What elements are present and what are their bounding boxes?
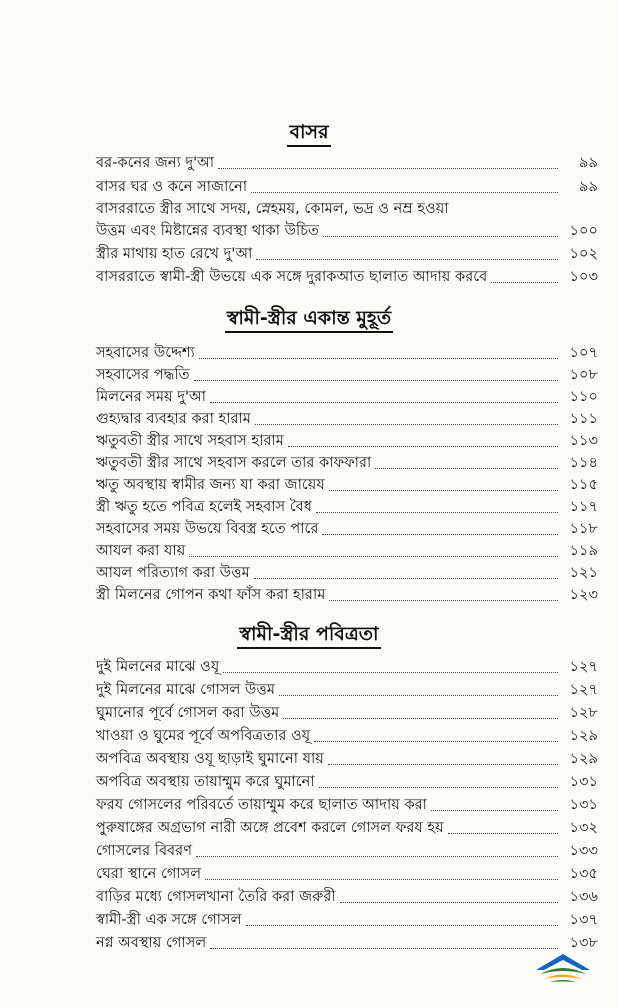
toc-entry[interactable]	[96, 386, 598, 408]
entry-page: ১৩৫	[569, 865, 598, 882]
toc-entry[interactable]	[96, 518, 598, 540]
entry-page: ১১৮	[569, 520, 598, 537]
entry-page: ১৩২	[569, 819, 598, 836]
leader-dots	[283, 718, 558, 719]
entry-label: স্ত্রী ঋতু হতে পবিত্র হলেই সহবাস বৈধ	[96, 498, 312, 515]
toc-entry[interactable]	[96, 152, 598, 174]
toc-entry[interactable]	[96, 886, 598, 908]
leader-dots	[328, 764, 558, 765]
entry-page: ১০৮	[569, 366, 598, 383]
entry-label: স্ত্রী মিলনের গোপন কথা ফাঁস করা হারাম	[96, 586, 326, 603]
leader-dots	[205, 879, 558, 880]
entry-label: আযল পরিত্যাগ করা উত্তম	[96, 564, 250, 581]
entry-label: বাসররাতে স্ত্রীর সাথে সদয়, স্নেহময়, কোমল, ভদ্র ও নম্র হওয়া	[96, 200, 449, 217]
entry-label: ঋতুবতী স্ত্রীর সাথে সহবাস করলে তার কাফফারা	[96, 454, 372, 471]
leader-dots	[210, 948, 558, 949]
toc-entry[interactable]	[96, 364, 598, 386]
leader-dots	[329, 490, 558, 491]
toc-entry[interactable]	[96, 656, 598, 678]
toc-entry[interactable]	[96, 562, 598, 584]
leader-dots	[189, 556, 558, 557]
leader-dots	[491, 282, 558, 283]
leader-dots	[316, 512, 558, 513]
entry-page: ১১৪	[569, 454, 598, 471]
entry-page: ১২৯	[569, 750, 598, 767]
toc-entry[interactable]	[96, 243, 598, 265]
leader-dots	[288, 446, 558, 447]
toc-entry[interactable]	[96, 702, 598, 724]
leader-dots	[323, 236, 558, 237]
entry-page: ১৩৬	[569, 888, 598, 905]
entry-page: ১১১	[569, 410, 598, 427]
toc-entry[interactable]	[96, 584, 598, 606]
entry-label: ঋতু অবস্থায় স্বামীর জন্য যা করা জায়েয	[96, 476, 325, 493]
leader-dots	[375, 468, 558, 469]
entry-label: বর-কনের জন্য দু'আ	[96, 154, 215, 171]
entry-label: গোসলের বিবরণ	[96, 842, 193, 859]
toc-entry[interactable]	[96, 817, 598, 839]
leader-dots	[340, 902, 558, 903]
toc-entry[interactable]	[96, 496, 598, 518]
leader-dots	[254, 578, 558, 579]
leader-dots	[223, 672, 558, 673]
entry-page: ১১৩	[569, 432, 598, 449]
entry-label: খাওয়া ও ঘুমের পূর্বে অপবিত্রতার ওযূ	[96, 727, 311, 744]
entry-label: মিলনের সময় দু'আ	[96, 388, 207, 405]
entry-page: ১০২	[569, 245, 598, 262]
entry-label: গুহ্যদ্বার ব্যবহার করা হারাম	[96, 410, 251, 427]
section-title-purity	[0, 620, 618, 652]
leader-dots	[279, 695, 558, 696]
toc-entry[interactable]	[96, 266, 598, 288]
entry-label: পুরুষাঙ্গের অগ্রভাগ নারী অঙ্গে প্রবেশ করলে গোসল ফরয হয়	[96, 819, 444, 836]
toc-entry[interactable]	[96, 840, 598, 862]
entry-label: বাসর ঘর ও কনে সাজানো	[96, 178, 248, 195]
entry-label: অপবিত্র অবস্থায় তায়াম্মুম করে ঘুমানো	[96, 773, 315, 790]
entry-page: ১১৭	[569, 498, 598, 515]
toc-entry[interactable]	[96, 220, 598, 242]
entry-page: ১৩১	[569, 773, 598, 790]
section-title-text: বাসর	[287, 121, 330, 147]
entry-page: ১১৯	[569, 542, 598, 559]
entry-page: ১৩৮	[569, 934, 598, 951]
section-title-basor	[0, 118, 618, 150]
entry-label: অপবিত্র অবস্থায় ওযূ ছাড়াই ঘুমানো যায়	[96, 750, 324, 767]
entry-page: ৯৯	[579, 178, 598, 195]
toc-entry[interactable]	[96, 540, 598, 562]
leader-dots	[322, 534, 558, 535]
leader-dots	[251, 192, 558, 193]
entry-page: ১০০	[569, 222, 598, 239]
publisher-logo-icon	[530, 948, 596, 988]
toc-entry[interactable]	[96, 679, 598, 701]
toc-entry[interactable]	[96, 474, 598, 496]
toc-entry[interactable]	[96, 932, 598, 954]
leader-dots	[314, 741, 558, 742]
entry-label: ফরয গোসলের পরিবর্তে তায়াম্মুম করে ছালাত আদায় করা	[96, 796, 427, 813]
toc-entry[interactable]	[96, 408, 598, 430]
entry-page: ১২৭	[569, 681, 598, 698]
toc-entry[interactable]	[96, 794, 598, 816]
entry-label: বাড়ির মধ্যে গোসলখানা তৈরি করা জরুরী	[96, 888, 336, 905]
entry-label: স্ত্রীর মাথায় হাত রেখে দু'আ	[96, 245, 253, 262]
toc-entry[interactable]	[96, 430, 598, 452]
entry-label: দুই মিলনের মাঝে গোসল উত্তম	[96, 681, 275, 698]
entry-page: ১২৮	[569, 704, 598, 721]
entry-page: ১২৩	[569, 586, 598, 603]
toc-entry[interactable]	[96, 748, 598, 770]
toc-entry[interactable]	[96, 176, 598, 198]
entry-page: ১২৭	[569, 658, 598, 675]
entry-label: উত্তম এবং মিষ্টান্নের ব্যবস্থা থাকা উচিত	[96, 222, 319, 239]
toc-entry[interactable]	[96, 452, 598, 474]
toc-entry-line1[interactable]	[96, 198, 598, 220]
leader-dots	[210, 402, 558, 403]
entry-page: ১১০	[569, 388, 598, 405]
toc-entry[interactable]	[96, 909, 598, 931]
leader-dots	[194, 380, 558, 381]
leader-dots	[431, 810, 558, 811]
section-title-text: স্বামী-স্ত্রীর পবিত্রতা	[237, 623, 380, 649]
leader-dots	[448, 833, 558, 834]
entry-label: সহবাসের উদ্দেশ্য	[96, 344, 195, 361]
entry-label: সহবাসের সময় উভয়ে বিবস্ত্র হতে পারে	[96, 520, 319, 537]
entry-page: ১৩৭	[569, 911, 598, 928]
entry-label: আযল করা যায়	[96, 542, 186, 559]
entry-label: সহবাসের পদ্ধতি	[96, 366, 190, 383]
toc-entry[interactable]	[96, 863, 598, 885]
entry-label: দুই মিলনের মাঝে ওযূ	[96, 658, 220, 675]
entry-label: স্বামী-স্ত্রী এক সঙ্গে গোসল	[96, 911, 242, 928]
entry-page: ১২৯	[569, 727, 598, 744]
entry-label: ঋতুবতী স্ত্রীর সাথে সহবাস হারাম	[96, 432, 284, 449]
entry-page: ১০৩	[569, 268, 598, 285]
entry-page: ১১৫	[569, 476, 598, 493]
toc-entry[interactable]	[96, 725, 598, 747]
leader-dots	[196, 856, 558, 857]
entry-label: ঘুমানোর পূর্বে গোসল করা উত্তম	[96, 704, 280, 721]
leader-dots	[199, 358, 558, 359]
entry-label: বাসররাতে স্বামী-স্ত্রী উভয়ে এক সঙ্গে দুরাকআত ছালাত আদায় করবে	[96, 268, 488, 285]
leader-dots	[218, 168, 558, 169]
entry-page: ১২১	[569, 564, 598, 581]
section-title-intimacy	[0, 304, 618, 336]
entry-label: ঘেরা স্থানে গোসল	[96, 865, 202, 882]
leader-dots	[319, 787, 558, 788]
leader-dots	[246, 925, 558, 926]
leader-dots	[255, 424, 558, 425]
entry-page: ১৩৩	[569, 842, 598, 859]
section-title-text: স্বামী-স্ত্রীর একান্ত মুহূর্ত	[225, 307, 393, 333]
entry-page: ৯৯	[579, 154, 598, 171]
entry-page: ১৩১	[569, 796, 598, 813]
entry-label: নগ্ন অবস্থায় গোসল	[96, 934, 207, 951]
toc-entry[interactable]	[96, 342, 598, 364]
leader-dots	[256, 259, 558, 260]
entry-page: ১০৭	[569, 344, 598, 361]
toc-entry[interactable]	[96, 771, 598, 793]
leader-dots	[329, 600, 558, 601]
